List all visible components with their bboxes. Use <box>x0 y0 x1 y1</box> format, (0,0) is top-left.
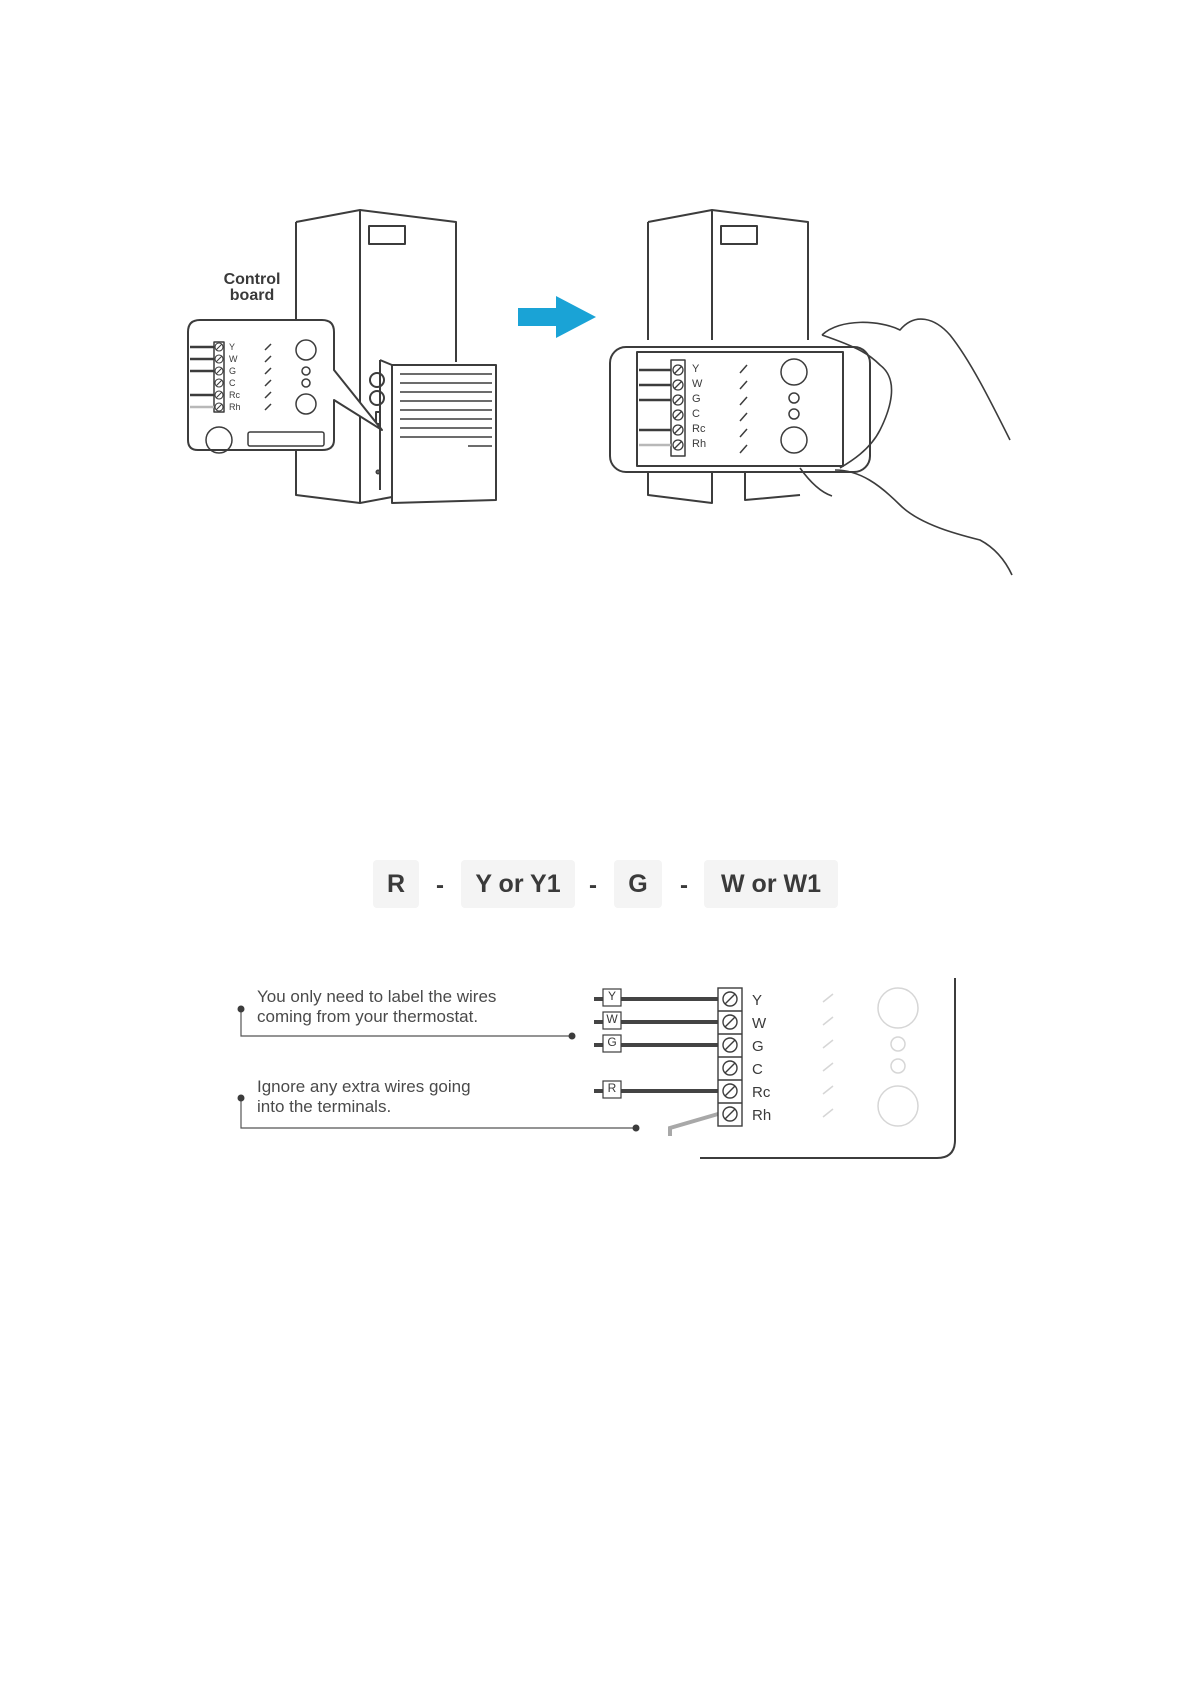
wire-pill-y: Y or Y1 <box>461 860 575 908</box>
phone <box>610 347 870 472</box>
board-terminal-label: Rc <box>229 390 240 400</box>
board-terminal-label: W <box>229 354 238 364</box>
wire-tag-label: W <box>606 1012 618 1026</box>
wire-pill-g: G <box>614 860 662 908</box>
board-terminal-label: G <box>229 366 237 376</box>
wire-separator: - <box>436 872 444 899</box>
phone-terminal-labels <box>692 362 706 452</box>
terminal-label: G <box>752 1038 764 1055</box>
board-terminal-label: Rh <box>229 402 241 412</box>
terminal-label: W <box>752 1015 767 1032</box>
board-terminal-label: Y <box>229 342 236 352</box>
wire-tag-label: R <box>607 1081 617 1095</box>
board-terminal-label: C <box>229 378 236 388</box>
wire-separator: - <box>680 872 688 899</box>
wire-tag-label: G <box>607 1035 617 1049</box>
terminal-label: Rc <box>752 1084 771 1101</box>
wire-tag-label: Y <box>607 989 616 1003</box>
note-ignore-extra: Ignore any extra wires going into the terminals. <box>257 1077 471 1116</box>
phone-terminal-label: Rc <box>692 423 706 435</box>
wire-pill-r: R <box>373 860 419 908</box>
terminal-label: Rh <box>752 1107 772 1124</box>
note-label-wires: You only need to label the wires coming from your thermostat. <box>257 987 497 1026</box>
wiring-diagram <box>0 960 1192 1180</box>
terminal-label: C <box>752 1061 763 1078</box>
board-terminal-labels <box>229 341 241 413</box>
phone-terminal-label: W <box>692 378 703 390</box>
wire-pill-w: W or W1 <box>704 860 838 908</box>
phone-terminal-label: Rh <box>692 438 707 450</box>
phone-terminal-label: Y <box>692 363 700 375</box>
terminal-label: Y <box>752 992 763 1009</box>
phone-terminal-label: G <box>692 393 701 405</box>
control-board-title: Control board <box>223 271 281 304</box>
terminal-labels <box>752 989 771 1127</box>
arrow-right-icon <box>518 296 596 338</box>
phone-terminal-label: C <box>692 408 700 420</box>
wire-separator: - <box>589 872 597 899</box>
furnace-photo-illustration <box>0 0 1192 620</box>
